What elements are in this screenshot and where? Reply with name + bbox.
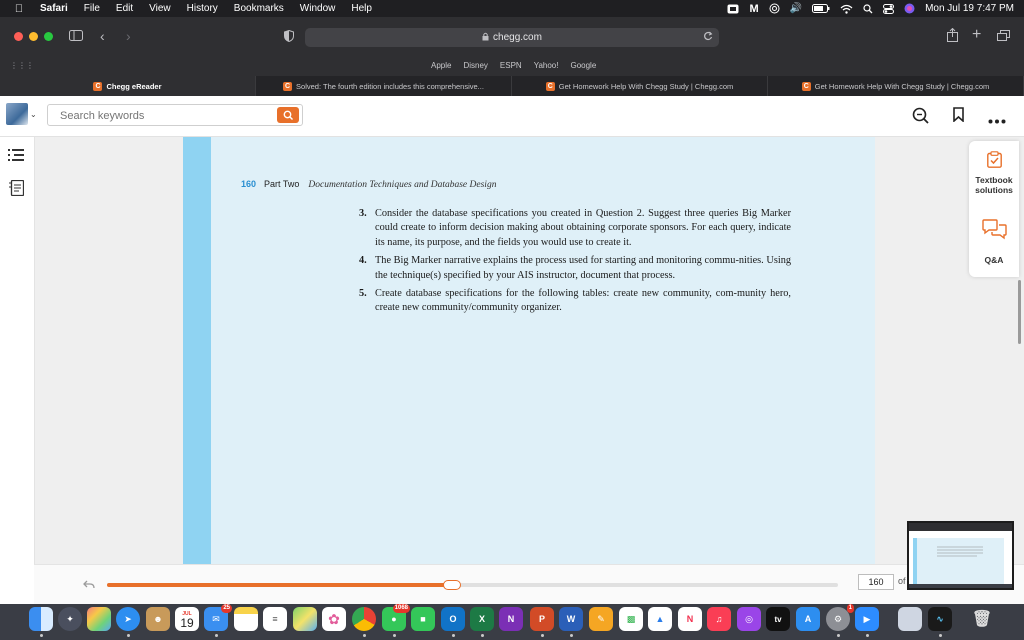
tab-bar	[0, 76, 1024, 96]
lock-icon	[482, 32, 489, 44]
page-of-label: of	[898, 576, 906, 586]
news-icon[interactable]: N	[678, 607, 702, 631]
solutions-side-panel	[969, 141, 1019, 277]
running-indicator	[215, 634, 218, 637]
undo-navigation-icon[interactable]	[83, 577, 95, 595]
settings-badge: 1	[848, 605, 852, 611]
qa-chat-icon[interactable]	[982, 219, 1007, 246]
menu-help[interactable]: Help	[351, 3, 372, 14]
spotlight-search-icon[interactable]	[863, 3, 873, 15]
zoom-search-icon[interactable]	[912, 107, 929, 129]
share-icon[interactable]	[947, 28, 958, 45]
screenshot-preview-image	[909, 523, 1012, 588]
menu-bar	[0, 0, 1024, 17]
url-text: chegg.com	[493, 32, 542, 43]
tab-label: Chegg eReader	[106, 81, 162, 91]
preview-icon[interactable]	[898, 607, 922, 631]
airdrop-icon[interactable]	[769, 3, 780, 15]
favorite-disney[interactable]: Disney	[463, 61, 488, 70]
menu-view[interactable]: View	[149, 3, 171, 14]
running-indicator	[541, 634, 544, 637]
left-rail	[0, 137, 35, 604]
menu-edit[interactable]: Edit	[115, 3, 134, 14]
safari-toolbar	[0, 17, 1024, 57]
tab-chegg-ereader[interactable]	[0, 76, 256, 96]
running-indicator	[866, 634, 869, 637]
question-number: 3.	[359, 208, 367, 219]
podcasts-icon[interactable]: ◎	[737, 607, 761, 631]
book-cover-thumbnail[interactable]	[6, 103, 28, 125]
tab-label: Get Homework Help With Chegg Study | Chegg.com	[814, 81, 990, 91]
keynote-icon[interactable]: ▲	[648, 607, 672, 631]
chevron-down-icon[interactable]: ⌄	[30, 110, 37, 119]
menu-file[interactable]: File	[83, 3, 100, 14]
reader-area	[0, 137, 1024, 604]
calendar-day: 19	[180, 616, 194, 630]
reminders-icon[interactable]: ≡	[263, 607, 287, 631]
mail-icon[interactable]: ✉ 25	[204, 607, 228, 631]
system-preferences-icon[interactable]: ⚙ 1	[826, 607, 850, 631]
apple-tv-icon[interactable]: tv	[766, 607, 790, 631]
app-store-icon[interactable]: A	[796, 607, 820, 631]
question-text: Create database specifications for the following tables: create new community, com-munity hero, create new community/community organizer.	[375, 288, 791, 314]
photos-icon[interactable]: ✿	[322, 607, 346, 631]
battery-icon[interactable]	[812, 3, 830, 15]
menu-window[interactable]: Window	[299, 3, 336, 14]
menu-app-name[interactable]: Safari	[40, 3, 68, 14]
page-scrollbar[interactable]	[1018, 280, 1021, 344]
messages-badge: 1068	[394, 605, 408, 611]
running-indicator	[127, 634, 130, 637]
gmail-status-icon[interactable]: M	[749, 2, 759, 15]
progress-handle[interactable]	[443, 580, 461, 590]
textbook-page	[183, 137, 875, 564]
launchpad-rocket-icon[interactable]: ✦	[58, 607, 82, 631]
trash-icon[interactable]: 🗑	[971, 611, 993, 628]
facetime-icon[interactable]: ■	[411, 607, 435, 631]
control-center-icon[interactable]	[883, 3, 894, 15]
forward-button[interactable]: ›	[126, 28, 131, 44]
part-label: Part Two	[264, 179, 300, 189]
back-button[interactable]: ‹	[100, 28, 105, 44]
running-indicator	[363, 634, 366, 637]
favorite-google[interactable]: Google	[570, 61, 597, 70]
page-margin-stripe	[183, 137, 211, 564]
running-indicator	[837, 634, 840, 637]
close-window-button[interactable]	[14, 32, 23, 41]
chapter-title: Documentation Techniques and Database Design	[308, 180, 497, 190]
question-item	[359, 254, 791, 283]
question-item	[359, 287, 791, 316]
bookmark-icon[interactable]	[953, 107, 964, 127]
tab-homework-help-2[interactable]	[768, 76, 1024, 96]
tab-solved[interactable]	[256, 76, 512, 96]
chegg-favicon-icon: C	[95, 82, 101, 90]
question-text: The Big Marker narrative explains the process used for starting and monitoring commu-nities. Using the technique(s) specified by your AIS instructor, document that process.	[375, 255, 791, 281]
tab-overview-icon[interactable]	[997, 30, 1010, 44]
word-icon[interactable]: W	[559, 607, 583, 631]
running-indicator	[481, 634, 484, 637]
contacts-icon[interactable]: ☻	[146, 607, 170, 631]
page-running-header	[241, 179, 496, 190]
page-number-input[interactable]: 160	[858, 574, 894, 590]
running-indicator	[452, 634, 455, 637]
new-tab-icon[interactable]: +	[972, 26, 982, 43]
chegg-reader-header	[0, 96, 1024, 137]
running-indicator	[393, 634, 396, 637]
question-number: 5.	[359, 288, 367, 300]
mail-badge: 25	[223, 605, 230, 611]
menu-history[interactable]: History	[186, 3, 218, 14]
question-number: 4.	[359, 255, 367, 267]
maximize-window-button[interactable]	[44, 32, 53, 41]
excel-icon[interactable]: X	[470, 607, 494, 631]
screenshot-thumbnail-preview[interactable]	[907, 521, 1014, 590]
grid-icon[interactable]: ⋮⋮⋮	[10, 61, 34, 70]
activity-monitor-icon[interactable]: ∿	[928, 607, 952, 631]
numbers-icon[interactable]: ▩	[619, 607, 643, 631]
reload-icon[interactable]	[703, 31, 713, 44]
favorite-yahoo[interactable]: Yahoo!	[533, 61, 559, 70]
running-indicator	[40, 634, 43, 637]
textbook-solutions-icon[interactable]	[987, 151, 1002, 173]
notes-app-icon[interactable]	[234, 607, 258, 631]
search-box	[47, 104, 303, 126]
tab-label: Solved: The fourth edition includes this comprehensive...	[296, 81, 484, 91]
question-item	[359, 207, 791, 250]
menu-bookmarks[interactable]: Bookmarks	[233, 3, 284, 14]
powerpoint-icon[interactable]: P	[530, 607, 554, 631]
menubar-clock[interactable]: Mon Jul 19 7:47 PM	[925, 3, 1014, 14]
chegg-favicon-icon: C	[547, 82, 553, 90]
calendar-month: JUL	[182, 611, 192, 617]
chegg-favicon-icon: C	[803, 82, 809, 90]
question-list	[359, 207, 791, 320]
notes-icon[interactable]	[9, 180, 24, 201]
status-app-icon[interactable]	[727, 3, 739, 15]
page-progress-slider[interactable]	[107, 583, 838, 587]
wifi-icon[interactable]	[840, 3, 853, 15]
privacy-shield-icon[interactable]	[284, 30, 294, 45]
safari-icon[interactable]: ➤	[116, 607, 140, 631]
question-text: Consider the database specifications you created in Question 2. Suggest three queries Big Marker could create to inform decision making about obtaining corporate sponsors. For each query, indicate its name, its purpose, and the fields you would use to create it.	[375, 208, 791, 248]
apple-menu-icon[interactable]	[12, 3, 26, 15]
favorite-espn[interactable]: ESPN	[499, 61, 522, 70]
search-icon	[283, 110, 293, 120]
favorites-bar	[0, 57, 1024, 76]
chrome-icon[interactable]	[352, 607, 376, 631]
search-input[interactable]	[58, 108, 272, 124]
tab-label: Get Homework Help With Chegg Study | Chegg.com	[558, 81, 734, 91]
maps-icon[interactable]	[293, 607, 317, 631]
siri-icon[interactable]	[904, 3, 915, 15]
messages-icon[interactable]: ● 1068	[382, 607, 406, 631]
outlook-icon[interactable]: O	[441, 607, 465, 631]
zoom-icon[interactable]: ▶	[855, 607, 879, 631]
onenote-icon[interactable]: N	[499, 607, 523, 631]
table-of-contents-icon[interactable]	[8, 148, 24, 167]
more-options-icon[interactable]	[988, 111, 1006, 129]
chegg-favicon-icon: C	[285, 82, 291, 90]
launchpad-grid-icon[interactable]	[87, 607, 111, 631]
qa-label[interactable]: Q&A	[984, 255, 1004, 265]
sidebar-toggle-icon[interactable]	[69, 30, 83, 44]
finder-icon[interactable]	[29, 607, 53, 631]
running-indicator	[570, 634, 573, 637]
running-indicator	[939, 634, 942, 637]
volume-icon[interactable]: 🔊	[789, 3, 803, 14]
page-navigation-bar	[34, 564, 1024, 605]
pages-icon[interactable]: ✎	[589, 607, 613, 631]
address-bar[interactable]	[305, 28, 719, 47]
minimize-window-button[interactable]	[29, 32, 38, 41]
textbook-solutions-label[interactable]: Textbook solutions	[975, 175, 1013, 195]
tab-homework-help-1[interactable]	[512, 76, 768, 96]
macos-dock	[0, 604, 1024, 640]
favorite-apple[interactable]: Apple	[431, 61, 452, 70]
calendar-icon[interactable]	[175, 607, 199, 631]
music-icon[interactable]: ♫	[707, 607, 731, 631]
progress-fill	[107, 583, 451, 587]
page-number: 160	[241, 179, 257, 189]
search-button[interactable]	[277, 107, 299, 123]
